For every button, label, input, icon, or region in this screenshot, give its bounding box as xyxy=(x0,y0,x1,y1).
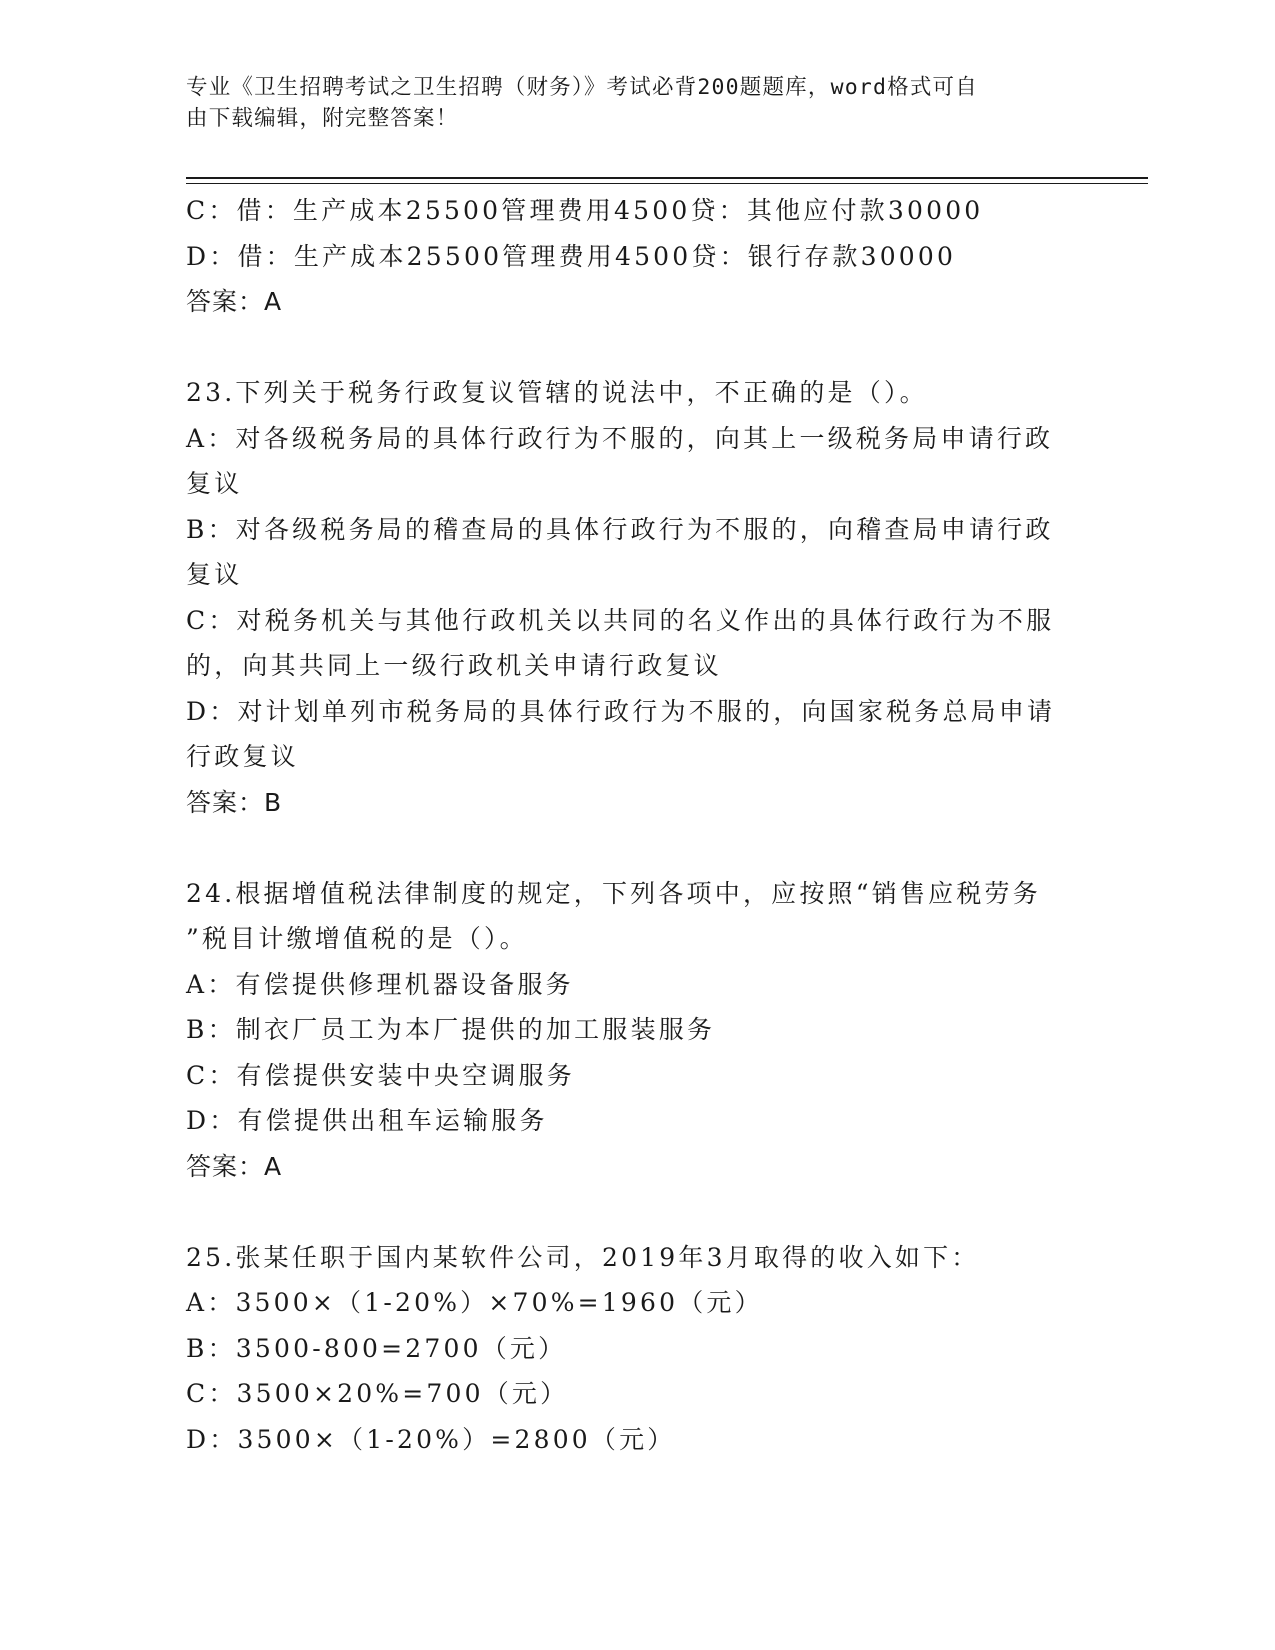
q24-option-d: D：有偿提供出租车运输服务 xyxy=(186,1106,548,1135)
q24-option-b: B：制衣厂员工为本厂提供的加工服装服务 xyxy=(186,1015,716,1044)
q25-stem: 25.张某任职于国内某软件公司，2019年3月取得的收入如下： xyxy=(186,1242,980,1272)
spacer xyxy=(186,325,1076,371)
prev-option-c: C：借：生产成本25500管理费用4500贷：其他应付款30000 xyxy=(186,196,984,225)
q23-option-c-line-2: 的，向其共同上一级行政机关申请行政复议 xyxy=(186,651,722,680)
q25-option-d: D：3500×（1-20%）=2800（元） xyxy=(186,1424,676,1454)
q23-option-d-line-1: D：对计划单列市税务局的具体行政行为不服的，向国家税务总局申请 xyxy=(186,696,1056,726)
document-body xyxy=(186,188,1076,1462)
q23-option-b-line-1: B：对各级税务局的稽查局的具体行政行为不服的，向稽查局申请行政 xyxy=(186,514,1054,544)
q23-answer: 答案：B xyxy=(186,787,283,817)
q23-option-d-line-2: 行政复议 xyxy=(186,742,299,771)
q23-option-b-line-2: 复议 xyxy=(186,560,243,589)
spacer xyxy=(186,1189,1076,1235)
q24-option-c: C：有偿提供安装中央空调服务 xyxy=(186,1060,575,1090)
page-header xyxy=(186,72,1076,134)
q23-option-a-line-2: 复议 xyxy=(186,469,243,498)
spacer xyxy=(186,825,1076,871)
header-title-line-2: 由下载编辑，附完整答案！ xyxy=(186,106,459,131)
q24-option-a: A：有偿提供修理机器设备服务 xyxy=(186,969,574,999)
header-rule-thin xyxy=(186,183,1148,184)
q24-stem-line-1: 24.根据增值税法律制度的规定，下列各项中，应按照“销售应税劳务 xyxy=(186,878,1041,908)
q23-option-a-line-1: A：对各级税务局的具体行政行为不服的，向其上一级税务局申请行政 xyxy=(186,423,1054,453)
q23-stem: 23.下列关于税务行政复议管辖的说法中，不正确的是（）。 xyxy=(186,378,928,407)
prev-answer: 答案：A xyxy=(186,287,283,316)
q24-answer: 答案：A xyxy=(186,1151,283,1181)
header-title-line-1: 专业《卫生招聘考试之卫生招聘（财务）》考试必背200题题库，word格式可自 xyxy=(186,75,978,100)
q25-option-b: B：3500-800=2700（元） xyxy=(186,1333,567,1363)
q25-option-a: A：3500×（1-20%）×70%=1960（元） xyxy=(186,1288,763,1317)
q23-option-c-line-1: C：对税务机关与其他行政机关以共同的名义作出的具体行政行为不服 xyxy=(186,605,1055,635)
q25-option-c: C：3500×20%=700（元） xyxy=(186,1379,569,1408)
header-rule-thick xyxy=(186,177,1148,179)
q24-stem-line-2: ”税目计缴增值税的是（）。 xyxy=(186,924,528,953)
prev-option-d: D：借：生产成本25500管理费用4500贷：银行存款30000 xyxy=(186,241,957,271)
